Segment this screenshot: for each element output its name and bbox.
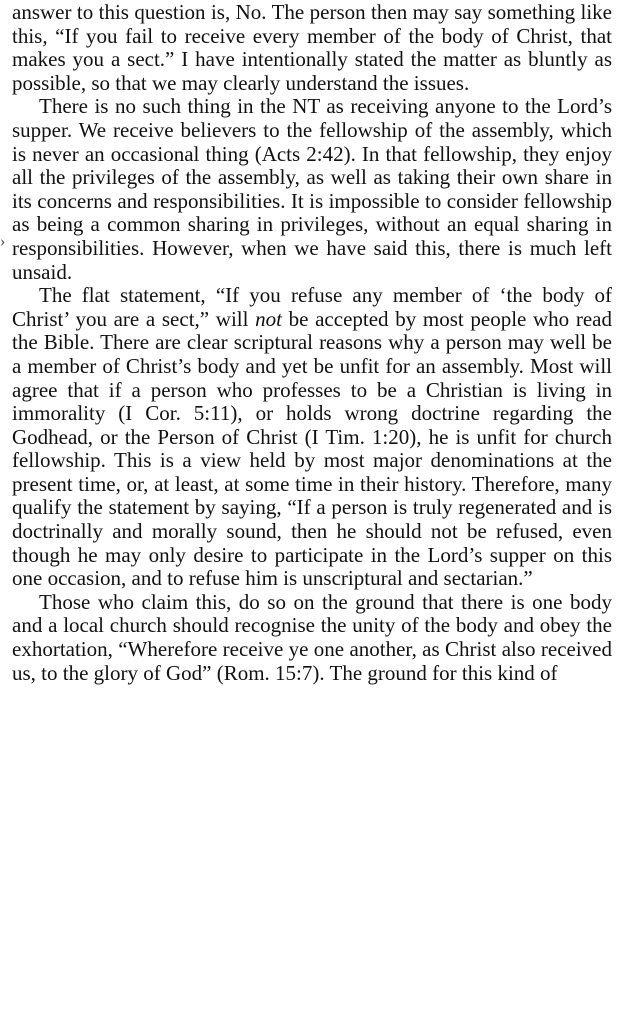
paragraph-text: answer to this question is, No. The person then may say something like this, “If you fail to receive every member of the body of Christ, that makes you a sect.” I have intentionally stated the matter as bluntly as possible, so that we may clearly understand the issues. — [12, 0, 612, 95]
paragraph-1 — [12, 1, 612, 95]
page-body — [12, 1, 612, 685]
paragraph-text: There is no such thing in the NT as receiving anyone to the Lord’s supper. We receive believers to the fellowship of the assembly, which is never an occasional thing (Acts 2:42). In that fellowship, they enjoy all the privileges of the assembly, as well as taking their own share in its concerns and responsibilities. It is impossible to consider fellowship as being a common sharing in privileges, without an equal sharing in responsibilities. However, when we have said this, there is much left unsaid. — [12, 94, 612, 284]
paragraph-4 — [12, 591, 612, 685]
paragraph-text: The flat statement, “If you refuse any member of ‘the body of Christ’ you are a sect,” will — [12, 283, 612, 331]
paragraph-text: Those who claim this, do so on the ground that there is one body and a local church should recognise the unity of the body and obey the exhortation, “Wherefore receive ye one another, as Christ also received us, to the glory of God” (Rom. 15:7). The ground for this kind of — [12, 589, 612, 685]
paragraph-3 — [12, 284, 612, 591]
margin-mark: › — [0, 233, 6, 250]
emphasis-text: not — [255, 306, 282, 331]
paragraph-2 — [12, 95, 612, 284]
paragraph-text: be accepted by most people who read the Bible. There are clear scriptural reasons why a person may well be a member of Christ’s body and yet be unfit for an assembly. Most will agree that if a person who professes to be a Christian is living in immorality (I Cor. 5:11), or holds wrong doctrine regarding the Godhead, or the Person of Christ (I Tim. 1:20), he is unfit for church fellowship. This is a view held by most major denominations at the present time, or, at least, at some time in their history. Therefore, many qualify the statement by saying, “If a person is truly regenerated and is doctrinally and morally sound, then he should not be refused, even though he may only desire to participate in the Lord’s supper on this one occasion, and to refuse him is unscriptural and sectarian.” — [12, 306, 612, 591]
